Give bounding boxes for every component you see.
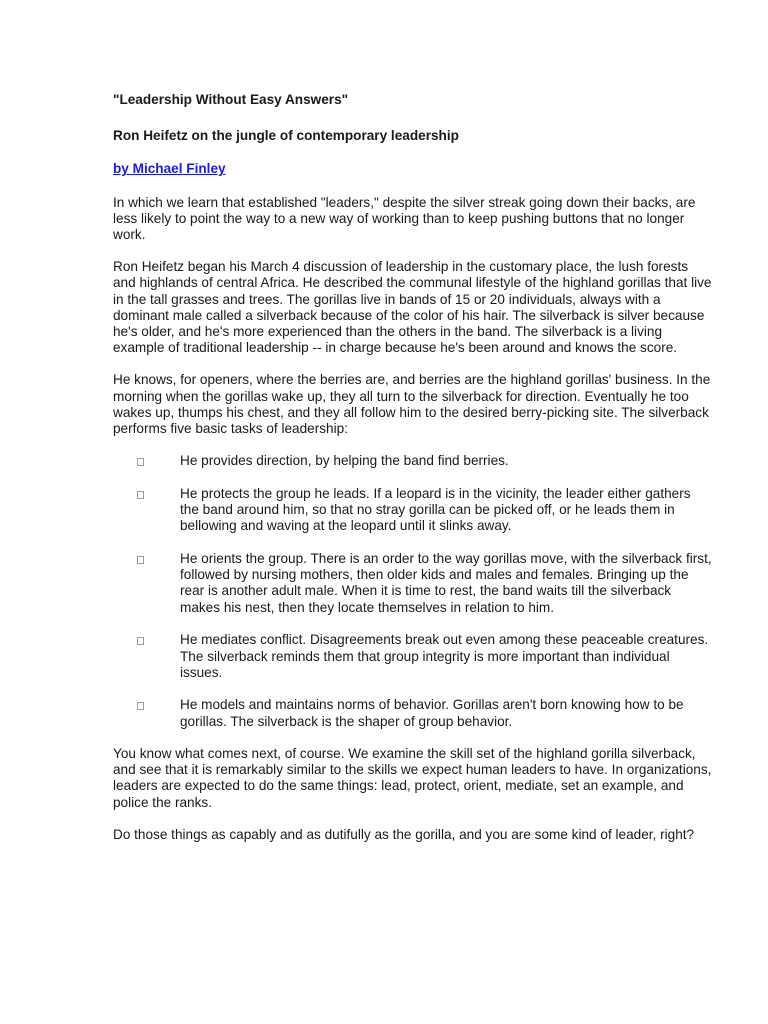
square-bullet-icon bbox=[137, 458, 144, 466]
leadership-tasks-list bbox=[113, 453, 713, 730]
document-page bbox=[113, 92, 713, 859]
list-item-text: He models and maintains norms of behavior. Gorillas aren't born knowing how to be gorillas. The silverback is the shaper of group behavior. bbox=[180, 697, 684, 729]
list-item-text: He protects the group he leads. If a leopard is in the vicinity, the leader either gathers the band around him, so that no stray gorilla can be picked off, or he leads them in bellowing and waving at the leopard until it slinks away. bbox=[180, 485, 691, 534]
list-item bbox=[113, 551, 713, 616]
document-subtitle: Ron Heifetz on the jungle of contemporary leadership bbox=[113, 128, 459, 144]
list-item bbox=[113, 632, 713, 681]
list-item bbox=[113, 697, 713, 729]
document-title: "Leadership Without Easy Answers" bbox=[113, 92, 349, 107]
list-item-text: He mediates conflict. Disagreements break out even among these peaceable creatures. The silverback reminds them that group integrity is more important than individual issues. bbox=[180, 632, 709, 680]
list-item bbox=[113, 453, 713, 469]
square-bullet-icon bbox=[137, 702, 144, 710]
list-item bbox=[113, 486, 713, 535]
square-bullet-icon bbox=[137, 491, 144, 499]
body-paragraph: Ron Heifetz began his March 4 discussion of leadership in the customary place, the lush forests and highlands of central Africa. He described the communal lifestyle of the highland gorillas that live in the tall grasses and trees. The gorillas live in bands of 15 or 20 individuals, always with a dominant male called a silverback because of the color of his hair. The silverback is silver because he's older, and he's more experienced than the others in the band. The silverback is a living example of traditional leadership -- in charge because he's been around and knows the score. bbox=[113, 259, 712, 356]
body-paragraph: He knows, for openers, where the berries are, and berries are the highland gorillas' business. In the morning when the gorillas wake up, they all turn to the silverback for direction. Eventually he too wakes up, thumps his chest, and they all follow him to the desired berry-picking site. The silverback performs five basic tasks of leadership: bbox=[113, 372, 711, 437]
square-bullet-icon bbox=[137, 637, 144, 645]
list-item-text: He orients the group. There is an order to the way gorillas move, with the silverback first, followed by nursing mothers, then older kids and males and females. Bringing up the rear is another adult male. When it is time to rest, the band waits till the silverback makes his nest, then they locate themselves in relation to him. bbox=[180, 551, 712, 615]
body-paragraph: You know what comes next, of course. We examine the skill set of the highland gorilla silverback, and see that it is remarkably similar to the skills we expect human leaders to have. In organizations, leaders are expected to do the same things: lead, protect, orient, mediate, set an example, and police the ranks. bbox=[113, 745, 712, 810]
byline bbox=[113, 161, 713, 177]
list-item-text: He provides direction, by helping the band find berries. bbox=[180, 453, 509, 469]
author-link[interactable]: by Michael Finley bbox=[113, 161, 226, 177]
intro-paragraph: In which we learn that established "leaders," despite the silver streak going down their backs, are less likely to point the way to a new way of working than to keep pushing buttons that no longer work. bbox=[113, 194, 696, 243]
square-bullet-icon bbox=[137, 556, 144, 564]
closing-paragraph: Do those things as capably and as dutifully as the gorilla, and you are some kind of leader, right? bbox=[113, 826, 695, 842]
